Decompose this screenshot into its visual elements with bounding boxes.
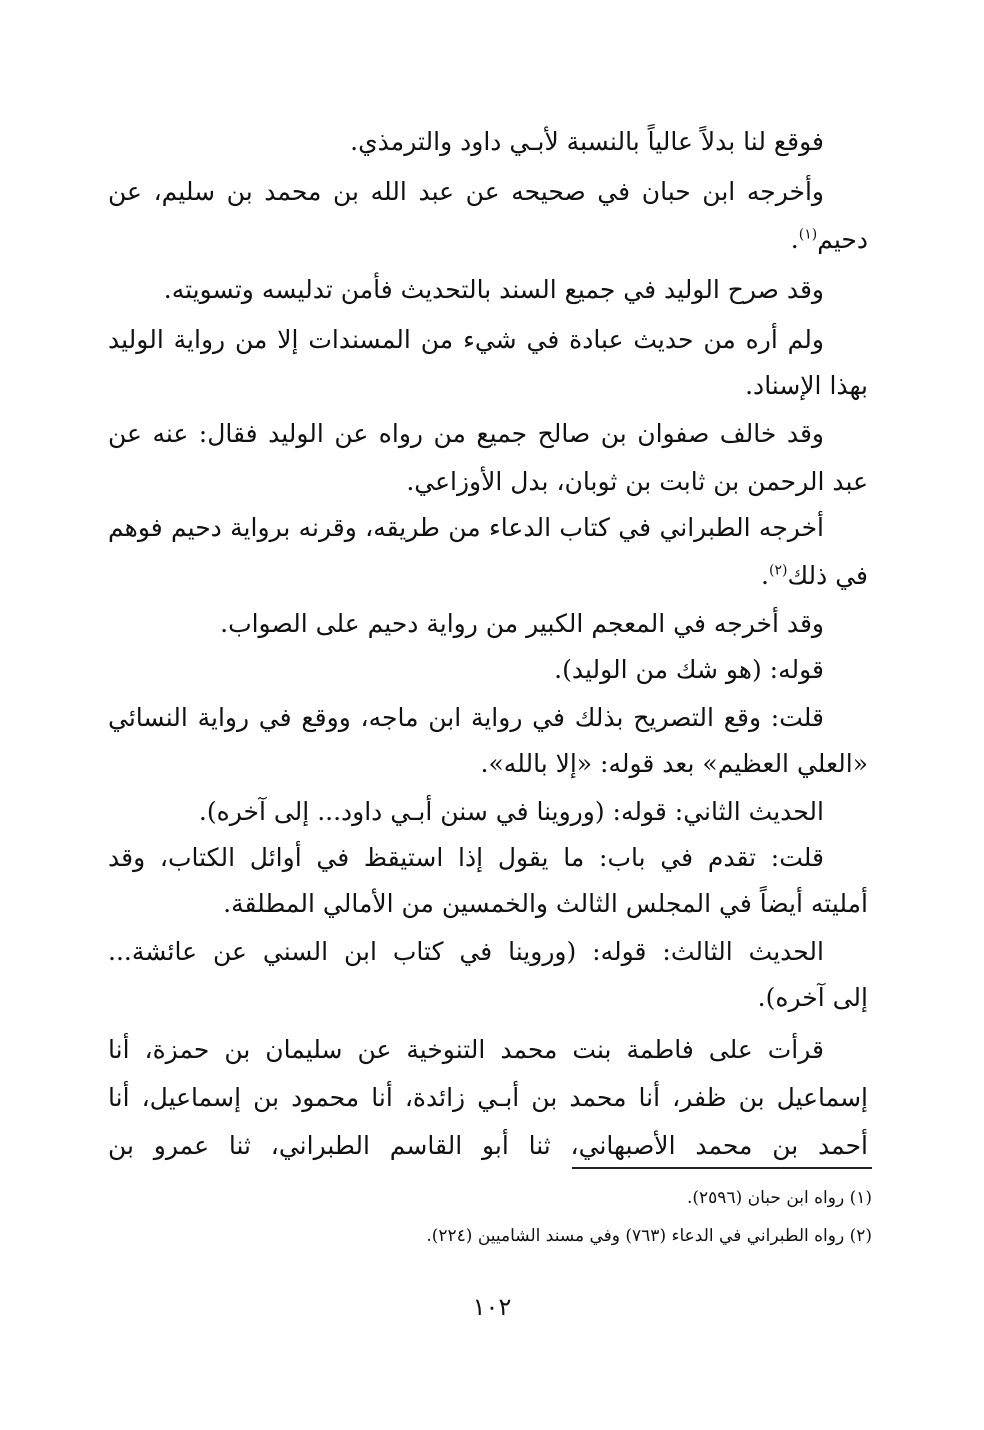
text-fragment: دحيم (817, 225, 868, 254)
text-line: وأخرجه ابن حبان في صحيحه عن عبد الله بن محمد بن سليم، عن (108, 177, 824, 206)
line-period: . (790, 225, 799, 254)
footnote-reference: (١) (798, 226, 818, 243)
text-line: عبد الرحمن بن ثابت بن ثوبان، بدل الأوزاعي. (406, 467, 868, 496)
text-fragment: في ذلك (787, 561, 868, 590)
text-line: إسماعيل بن ظفر، أنا محمد بن أبـي زائدة، أنا محمود بن إسماعيل، أنا (108, 1083, 868, 1112)
text-line-with-footnote (108, 220, 868, 260)
footnote: (١) رواه ابن حبان (٢٥٩٦). (687, 1188, 872, 1208)
text-line: «العلي العظيم» بعد قوله: «إلا بالله». (480, 749, 868, 778)
footnote-separator (572, 1167, 872, 1169)
text-line: أمليته أيضاً في المجلس الثالث والخمسين من الأمالي المطلقة. (223, 889, 868, 918)
text-line-with-footnote (108, 556, 868, 596)
text-line: قلت: وقع التصريح بذلك في رواية ابن ماجه، ووقع في رواية النسائي (108, 703, 824, 732)
text-line: الحديث الثاني: قوله: (وروينا في سنن أبـي داود... إلى آخره). (198, 797, 824, 826)
text-line: قلت: تقدم في باب: ما يقول إذا استيقظ في أوائل الكتاب، وقد (108, 843, 824, 872)
text-line: أحمد بن محمد الأصبهاني، ثنا أبو القاسم الطبراني، ثنا عمرو بن (108, 1131, 868, 1160)
text-line: إلى آخره). (757, 983, 868, 1012)
page-number: ١٠٢ (472, 1293, 512, 1321)
text-line: أخرجه الطبراني في كتاب الدعاء من طريقه، وقرنه برواية دحيم فوهم (108, 513, 824, 542)
text-line: قرأت على فاطمة بنت محمد التنوخية عن سليمان بن حمزة، أنا (108, 1035, 824, 1064)
text-line: قوله: (هو شك من الوليد). (554, 655, 824, 684)
text-line: فوقع لنا بدلاً عالياً بالنسبة لأبـي داود والترمذي. (350, 127, 824, 156)
text-line: الحديث الثالث: قوله: (وروينا في كتاب ابن السني عن عائشة... (108, 937, 824, 966)
text-line: وقد أخرجه في المعجم الكبير من رواية دحيم على الصواب. (220, 609, 824, 638)
text-line: ولم أره من حديث عبادة في شيء من المسندات إلا من رواية الوليد (108, 325, 824, 354)
footnote-reference: (٢) (768, 562, 788, 579)
text-line: وقد خالف صفوان بن صالح جميع من رواه عن الوليد فقال: عنه عن (108, 419, 824, 448)
footnote: (٢) رواه الطبراني في الدعاء (٧٦٣) وفي مسند الشاميين (٢٢٤). (426, 1226, 872, 1246)
text-line: بهذا الإسناد. (745, 371, 868, 400)
line-period: . (761, 561, 769, 590)
text-line: وقد صرح الوليد في جميع السند بالتحديث فأمن تدليسه وتسويته. (163, 275, 824, 304)
